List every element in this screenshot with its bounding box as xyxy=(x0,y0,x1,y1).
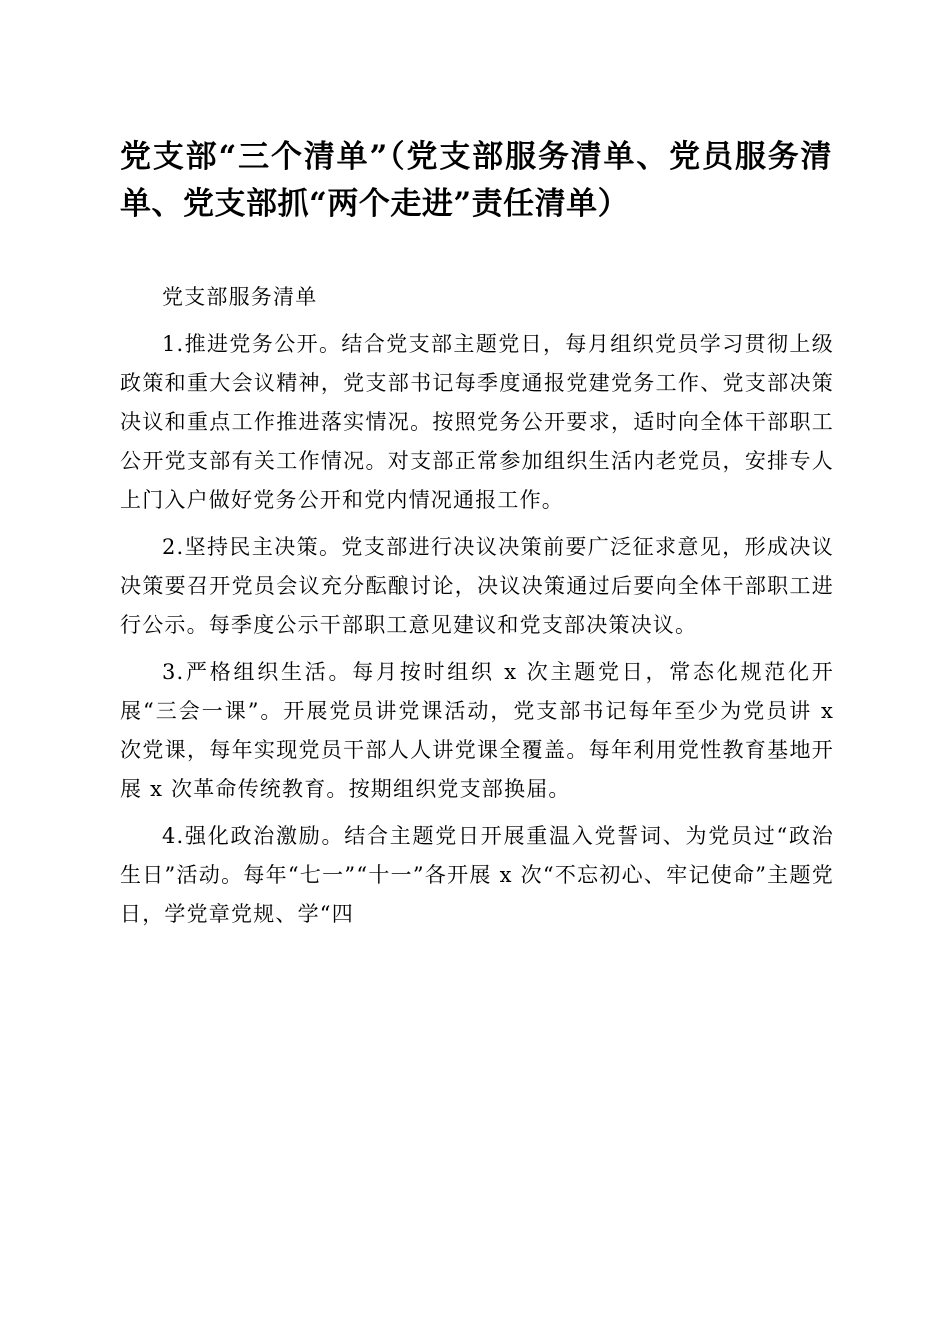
paragraph-1: 1.推进党务公开。结合党支部主题党日，每月组织党员学习贯彻上级政策和重大会议精神，党支部书记每季度通报党建党务工作、党支部决策决议和重点工作推进落实情况。按照党务公开要求，适时向全体干部职工公开党支部有关工作情况。对支部正常参加组织生活内老党员，安排专人上门入户做好党务公开和党内情况通报工作。 xyxy=(120,332,834,512)
paragraph-3: 3.严格组织生活。每月按时组织 x 次主题党日，常态化规范化开展“三会一课”。开展党员讲党课活动，党支部书记每年至少为党员讲 x 次党课，每年实现党员干部人人讲党课全覆盖。每年利用党性教育基地开展 x 次革命传统教育。按期组织党支部换届。 xyxy=(120,660,834,801)
document-title: 党支部“三个清单”（党支部服务清单、党员服务清单、党支部抓“两个走进”责任清单） xyxy=(120,139,832,222)
document-body xyxy=(120,278,834,942)
paragraph-2: 2.坚持民主决策。党支部进行决议决策前要广泛征求意见，形成决议决策要召开党员会议充分酝酿讨论，决议决策通过后要向全体干部职工进行公示。每季度公示干部职工意见建议和党支部决策决议。 xyxy=(120,535,834,637)
section-heading: 党支部服务清单 xyxy=(162,285,318,309)
paragraph-4: 4.强化政治激励。结合主题党日开展重温入党誓词、为党员过“政治生日”活动。每年“七一”“十一”各开展 x 次“不忘初心、牢记使命”主题党日，学党章党规、学“四 xyxy=(120,824,834,926)
